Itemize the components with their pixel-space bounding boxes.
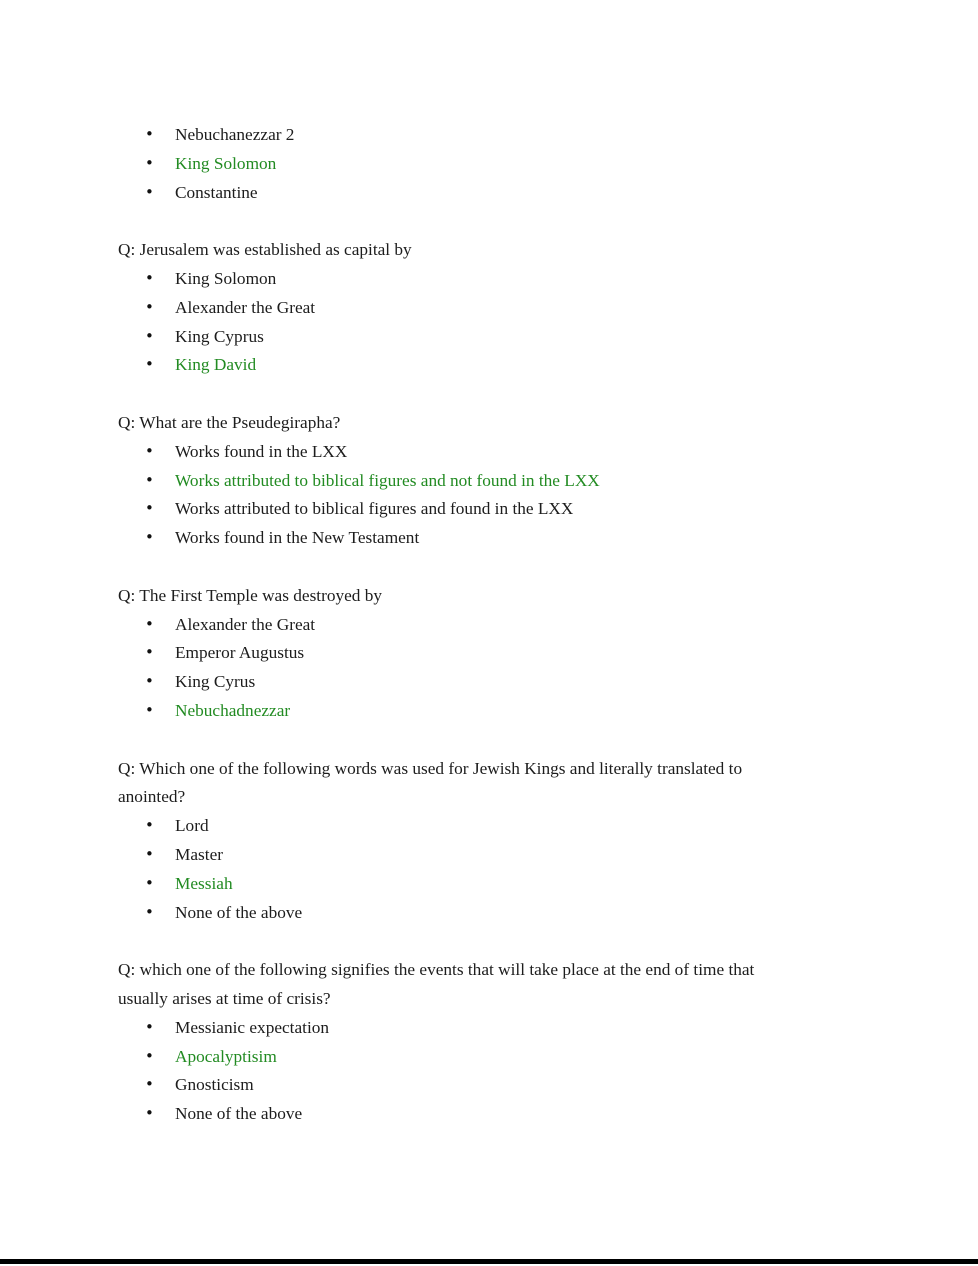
bullet-icon: • xyxy=(145,326,154,345)
document-page xyxy=(118,121,860,1129)
answer-options-list xyxy=(118,812,860,927)
answer-option xyxy=(118,294,860,323)
answer-options-list xyxy=(118,1014,860,1129)
answer-options-list xyxy=(118,438,860,553)
bullet-icon: • xyxy=(145,902,154,921)
bullet-icon: • xyxy=(145,614,154,633)
answer-option-label: Alexander the Great xyxy=(175,614,316,634)
bullet-icon: • xyxy=(145,355,154,374)
answer-option-label: Works found in the New Testament xyxy=(175,528,420,548)
page-bottom-border xyxy=(0,1259,978,1264)
question-text xyxy=(118,956,860,1014)
answer-option xyxy=(118,121,860,150)
answer-option xyxy=(118,495,860,524)
bullet-icon: • xyxy=(145,268,154,287)
bullet-icon: • xyxy=(145,1075,154,1094)
question-text xyxy=(118,755,860,813)
question-block xyxy=(118,409,860,553)
bullet-icon: • xyxy=(145,1017,154,1036)
answer-option-label: Constantine xyxy=(175,182,258,202)
answer-option-correct xyxy=(118,150,860,179)
bullet-icon: • xyxy=(145,873,154,892)
answer-option-label: Nebuchadnezzar xyxy=(175,700,291,720)
answer-option-label: Emperor Augustus xyxy=(175,643,305,663)
answer-options-list xyxy=(118,265,860,380)
bullet-icon: • xyxy=(145,1104,154,1123)
answer-option-label: Alexander the Great xyxy=(175,297,316,317)
answer-option-label: Messiah xyxy=(175,873,233,893)
bullet-icon: • xyxy=(145,153,154,172)
answer-option xyxy=(118,524,860,553)
bullet-icon: • xyxy=(145,125,154,143)
bullet-icon: • xyxy=(145,1046,154,1065)
answer-option-label: King Solomon xyxy=(175,153,277,173)
answer-option-label: None of the above xyxy=(175,1104,303,1124)
answer-option xyxy=(118,1014,860,1043)
answer-option-label: Master xyxy=(175,844,223,864)
question-text-line: Q: which one of the following signifies the events that will take place at the end of time that xyxy=(118,960,755,980)
bullet-icon: • xyxy=(145,441,154,460)
answer-option xyxy=(118,841,860,870)
bullet-icon: • xyxy=(145,643,154,662)
question-block xyxy=(118,755,860,928)
answer-option-label: Works found in the LXX xyxy=(175,441,348,461)
answer-option-label: Works attributed to biblical figures and found in the LXX xyxy=(175,499,574,519)
answer-option-label: None of the above xyxy=(175,902,303,922)
answer-option-correct xyxy=(118,467,860,496)
bullet-icon: • xyxy=(145,672,154,691)
bullet-icon: • xyxy=(145,700,154,719)
bullet-icon: • xyxy=(145,528,154,547)
bullet-icon: • xyxy=(145,844,154,863)
answer-option-label: Lord xyxy=(175,816,209,836)
answer-option xyxy=(118,1100,860,1129)
question-block xyxy=(118,582,860,726)
question-text-line: Q: What are the Pseudegirapha? xyxy=(118,412,341,432)
question-text-line: anointed? xyxy=(118,787,186,807)
bullet-icon: • xyxy=(145,499,154,518)
question-block xyxy=(118,236,860,380)
question-blocks xyxy=(118,121,860,1129)
question-text-line: usually arises at time of crisis? xyxy=(118,988,331,1008)
question-text-line: Q: The First Temple was destroyed by xyxy=(118,585,383,605)
bullet-icon: • xyxy=(145,816,154,835)
answer-option-correct xyxy=(118,697,860,726)
question-text xyxy=(118,236,860,265)
answer-option-correct xyxy=(118,870,860,899)
question-block xyxy=(118,956,860,1129)
answer-option-label: Apocalyptisim xyxy=(175,1046,277,1066)
bullet-icon: • xyxy=(145,470,154,489)
answer-option xyxy=(118,265,860,294)
answer-options-list xyxy=(118,611,860,726)
answer-option xyxy=(118,323,860,352)
answer-option-label: King Cyprus xyxy=(175,326,264,346)
answer-option xyxy=(118,438,860,467)
answer-option xyxy=(118,611,860,640)
question-text-line: Q: Jerusalem was established as capital by xyxy=(118,240,412,260)
answer-option xyxy=(118,812,860,841)
answer-option-label: King Cyrus xyxy=(175,672,256,692)
answer-option-label: Works attributed to biblical figures and not found in the LXX xyxy=(175,470,600,490)
question-text-line: Q: Which one of the following words was used for Jewish Kings and literally translated to xyxy=(118,758,743,778)
answer-option xyxy=(118,668,860,697)
answer-options-list xyxy=(118,121,860,207)
answer-option-correct xyxy=(118,351,860,380)
question-text xyxy=(118,409,860,438)
question-text xyxy=(118,582,860,611)
answer-option-label: King David xyxy=(175,355,257,375)
answer-option xyxy=(118,1071,860,1100)
answer-option-correct xyxy=(118,1043,860,1072)
answer-option xyxy=(118,179,860,208)
answer-option-label: Messianic expectation xyxy=(175,1017,330,1037)
answer-option xyxy=(118,639,860,668)
answer-option-label: Gnosticism xyxy=(175,1075,254,1095)
bullet-icon: • xyxy=(145,297,154,316)
question-block xyxy=(118,121,860,207)
answer-option-label: King Solomon xyxy=(175,268,277,288)
bullet-icon: • xyxy=(145,182,154,201)
answer-option xyxy=(118,899,860,928)
answer-option-label: Nebuchanezzar 2 xyxy=(175,125,295,144)
